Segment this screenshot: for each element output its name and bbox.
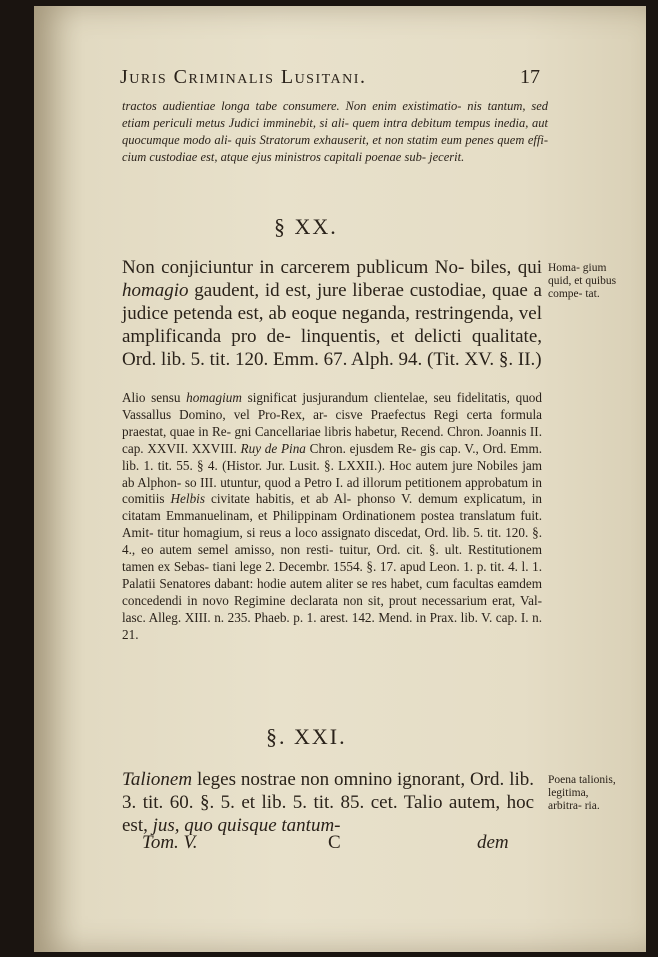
section-heading-xxi: §. XXI. xyxy=(266,724,347,749)
section-xxi-text: Talionem leges nostrae non omnino ignorant, Ord. lib. 3. tit. 60. §. 5. et lib. 5. tit. 85. cet. Talio autem, hoc est, jus, quo quisque tantum- xyxy=(122,769,534,836)
margin-note-talio: Poena talionis, legitima, arbitra- ria. xyxy=(548,774,616,812)
running-header xyxy=(120,66,540,89)
book-page xyxy=(34,6,646,952)
signature-letter: C xyxy=(328,832,341,853)
section-xx-text: Non conjiciuntur in carcerem publicum No- biles, qui homagio gaudent, id est, jure liberae custodiae, quae a judice petenda est, ab eoque neganda, restringenda, vel amplificanda pro de- linquentis, et delicti qualitate, Ord. lib. 5. tit. 120. Emm. 67. Alph. 94. (Tit. XV. §. II.) xyxy=(122,257,542,370)
section-xx-note: Alio sensu homagium significat jusjurandum clientelae, seu fidelitatis, quod Vassallus Domino, vel Pro-Rex, ar- cisve Praefectus Regi certa formula praestat, quae in Re- gni Cancellariae libris habetur, Recend. Chron. Joannis II. cap. XXVII. XXVIII. Ruy de Pina Chron. ejusdem Re- gis cap. V., Ord. Emm. lib. 1. tit. 55. § 4. (Histor. Jur. Lusit. §. LXXII.). Hoc autem jure Nobiles jam ab Alphon- so III. utuntur, quod a Petro I. ad illorum petitionem approbatum in comitiis Helbis civitate habitis, et ab Al- phonso V. demum explicatum, in citatam Emmanuelinam, et Philippinam Ordinationem postea translatum fuit. Amit- titur homagium, si reus a loco assignato discedat, Ord. lib. 5. tit. 120. §. 4., eo autem semel amisso, non resti- tuitur, Ord. cit. §. ult. Restitutionem tamen ex Sebas- tiani lege 2. Decembr. 1554. §. 17. apud Leon. 1. p. tit. 4. l. 1. Palatii Senatores dabant: hodie autem aliter se res habet, cum facultas eamdem concedendi in novo Regimine declarata non sit, prout necessarium erat, Val- lasc. Alleg. XIII. n. 235. Phaeb. p. 1. arest. 142. Mend. in Prax. lib. V. cap. I. n. 21. xyxy=(122,390,542,642)
running-title: Juris Criminalis Lusitani. xyxy=(120,66,367,88)
continued-footnote: tractos audientiae longa tabe consumere. Non enim existimatio- nis tantum, sed etiam periculi metus Judici imminebit, si ali- quem intra debitum tempus inedia, aut quocumque modo ali- quis Stratorum exhauserit, et non statim eum penes quem effi- cium custodiae est, atque ejus ministros capitali poenae sub- jecerit. xyxy=(122,99,548,164)
margin-note-homagium: Homa- gium quid, et quibus compe- tat. xyxy=(548,262,617,300)
catchword: dem xyxy=(477,832,509,853)
tome-mark: Tom. V. xyxy=(142,832,198,853)
section-heading-xx: § XX. xyxy=(274,214,338,239)
page-number: 17 xyxy=(520,66,540,88)
